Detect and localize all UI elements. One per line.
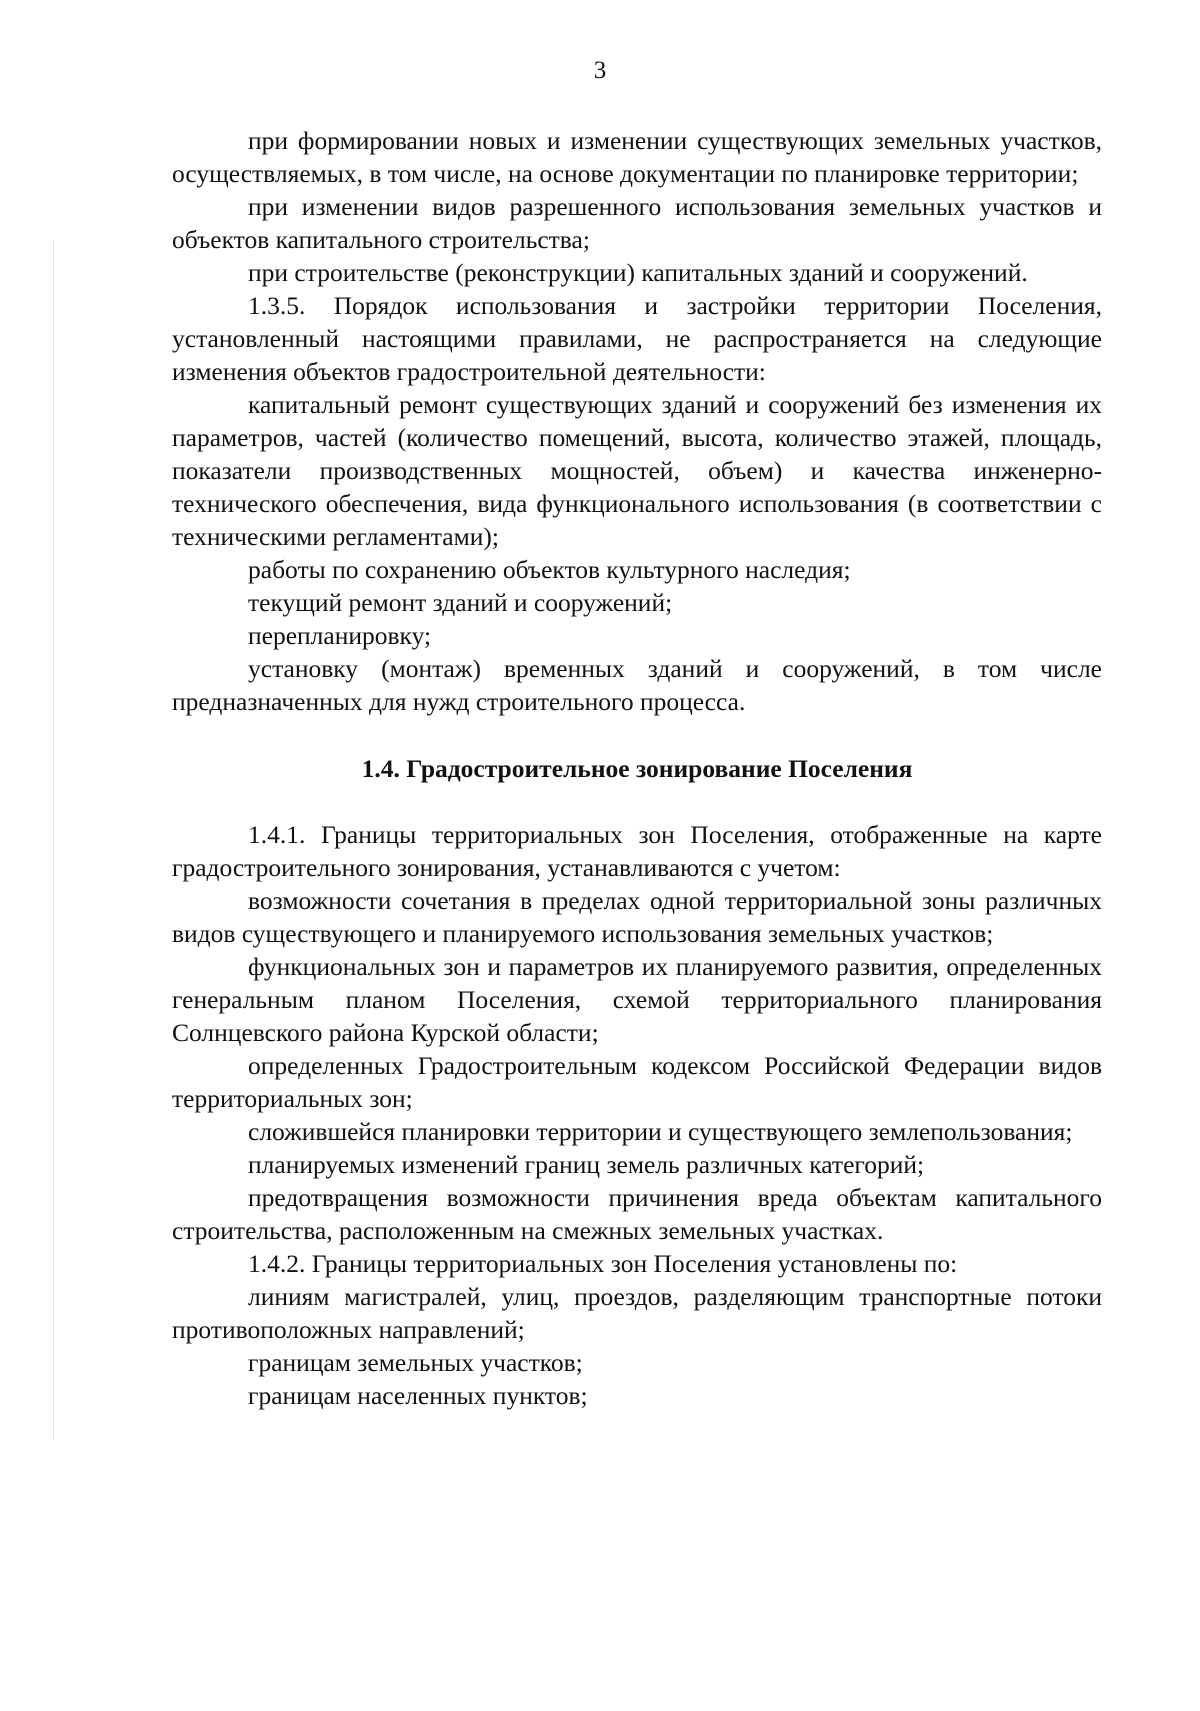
paragraph: перепланировку;	[248, 621, 432, 650]
paragraph: границам земельных участков;	[248, 1348, 583, 1377]
paragraph: возможности сочетания в пределах одной территориальной зоны различных видов существующего и планируемого использования земельных участков;	[172, 886, 1102, 948]
paragraph: предотвращения возможности причинения вреда объектам капитального строительства, расположенным на смежных земельных участках.	[172, 1183, 1102, 1245]
paragraph: линиям магистралей, улиц, проездов, разделяющим транспортные потоки противоположных направлений;	[172, 1282, 1102, 1344]
paragraph: работы по сохранению объектов культурного наследия;	[248, 555, 851, 584]
paragraph: сложившейся планировки территории и существующего землепользования;	[248, 1117, 1073, 1146]
document-body	[172, 124, 1102, 1412]
paragraph: границам населенных пунктов;	[248, 1381, 588, 1410]
paragraph: при строительстве (реконструкции) капитальных зданий и сооружений.	[248, 258, 1028, 287]
paragraph: планируемых изменений границ земель различных категорий;	[248, 1150, 925, 1179]
page-number: 3	[593, 57, 607, 84]
scan-edge-mark	[53, 240, 54, 1440]
paragraph: 1.4.2. Границы территориальных зон Поселения установлены по:	[248, 1249, 958, 1278]
paragraph: 1.4.1. Границы территориальных зон Поселения, отображенные на карте градостроительного зонирования, устанавливаются с учетом:	[172, 820, 1102, 882]
paragraph: определенных Градостроительным кодексом Российской Федерации видов территориальных зон;	[172, 1051, 1102, 1113]
paragraph: функциональных зон и параметров их планируемого развития, определенных генеральным планом Поселения, схемой территориального планирования Солнцевского района Курской области;	[172, 952, 1102, 1047]
paragraph: при формировании новых и изменении существующих земельных участков, осуществляемых, в том числе, на основе документации по планировке территории;	[172, 126, 1102, 188]
section-heading: 1.4. Градостроительное зонирование Поселения	[361, 754, 913, 783]
paragraph: текущий ремонт зданий и сооружений;	[248, 588, 673, 617]
paragraph: 1.3.5. Порядок использования и застройки территории Поселения, установленный настоящими правилами, не распространяется на следующие изменения объектов градостроительной деятельности:	[172, 291, 1102, 386]
paragraph: капитальный ремонт существующих зданий и сооружений без изменения их параметров, частей (количество помещений, высота, количество этажей, площадь, показатели производственных мощностей, объем) и качества инженерно-технического обеспечения, вида функционального использования (в соответствии с техническими регламентами);	[172, 390, 1102, 551]
paragraph: при изменении видов разрешенного использования земельных участков и объектов капитального строительства;	[172, 192, 1102, 254]
paragraph: установку (монтаж) временных зданий и сооружений, в том числе предназначенных для нужд строительного процесса.	[172, 654, 1102, 716]
